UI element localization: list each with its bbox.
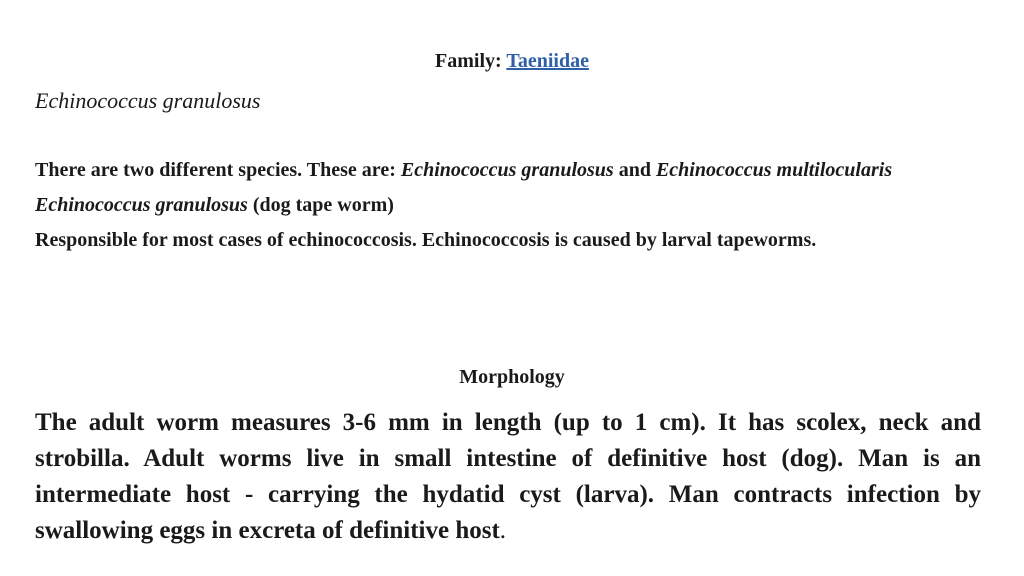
species-2: Echinococcus multilocularis — [655, 159, 893, 181]
morphology-body: The adult worm measures 3-6 mm in length (up to 1 cm). It has scolex, neck and strobilla. Adult worms live in small intestine of definitive host (dog). Man is an intermediate host - carrying the hydatid cyst (larva). Man contracts infection by swallowing eggs in excreta of definitive host — [35, 409, 981, 544]
intro-sentence: There are two different species. These are: — [35, 159, 396, 181]
common-name: (dog tape worm) — [252, 194, 394, 216]
family-label: Family: — [435, 50, 502, 72]
description-text: Responsible for most cases of echinococcosis. Echinococcosis is caused by larval tapeworms. — [35, 229, 817, 251]
morphology-heading: Morphology — [459, 366, 565, 388]
intro-paragraph — [35, 153, 981, 258]
family-line — [0, 50, 1024, 73]
family-link[interactable]: Taeniidae — [506, 50, 589, 72]
connector-and: and — [618, 159, 651, 181]
morphology-paragraph — [35, 405, 981, 549]
page-title: Echinococcus granulosus — [35, 88, 261, 113]
subject-species: Echinococcus granulosus — [35, 194, 248, 216]
species-1: Echinococcus granulosus — [400, 159, 614, 181]
morphology-end-mark: . — [499, 517, 507, 544]
